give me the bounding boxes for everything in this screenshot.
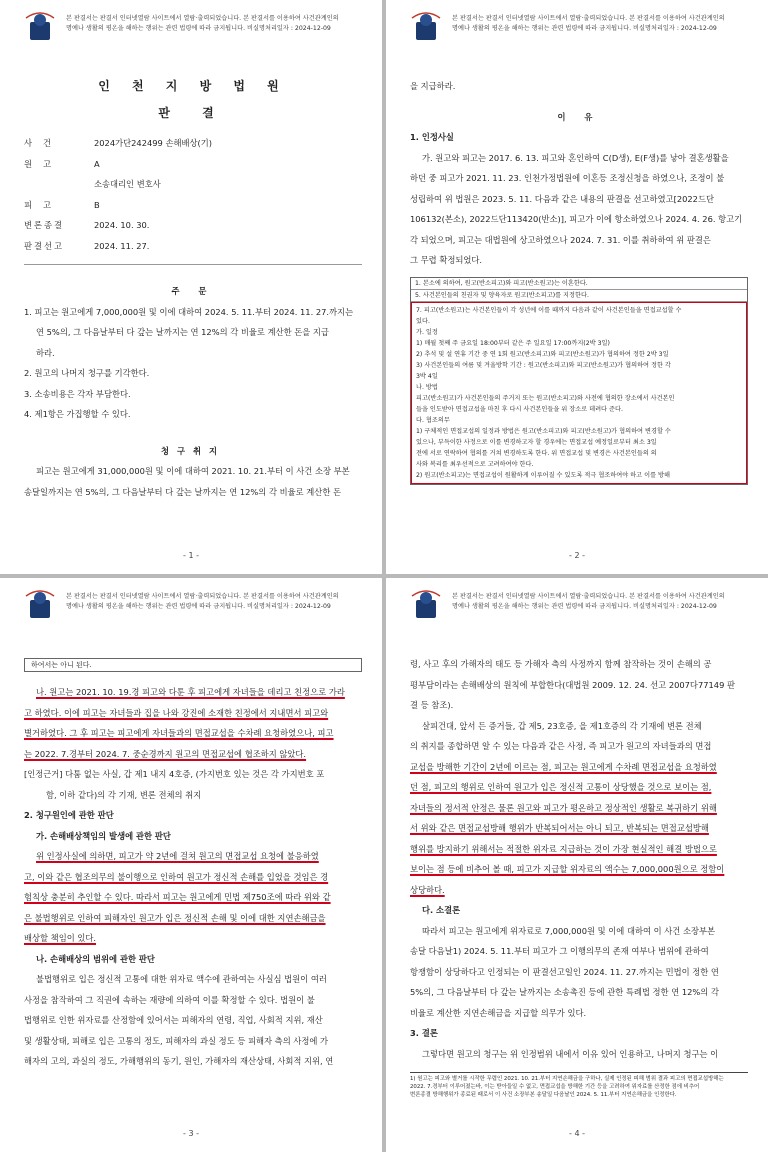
text-line: 가. 원고와 피고는 2017. 6. 13. 피고와 혼인하여 C(D생), E(F생)를 낳아 결혼생활을 xyxy=(422,152,729,163)
notice-line: 본 판결서는 판결서 인터넷열람 사이트에서 열람·출력되었습니다. 본 판결서를 이용하여 사건관계인의 xyxy=(452,593,725,600)
text-line: 위 인정사실에 의하면, 피고가 약 2년에 걸쳐 원고의 면접교섭 요청에 불응하였 xyxy=(36,851,319,861)
page-header xyxy=(20,8,370,44)
text-line: 3. 결론 xyxy=(410,1028,438,1038)
meta-value: 2024가단242499 손해배상(기) xyxy=(94,138,213,148)
text-line: 별거하였다. 그 후 피고는 피고에게 자녀들과의 면접교섭을 수차례 요청하였으나, 피고 xyxy=(24,728,334,738)
page-2 xyxy=(386,0,768,574)
excerpt-row: 5. 사건본인들의 친권자 및 양육자로 원고(반소피고)를 지정한다. xyxy=(411,290,747,302)
page-header xyxy=(406,586,756,622)
excerpt-line: 1) 매월 첫째 주 금요일 18:00부터 같은 주 일요일 17:00까지(2박 3일) xyxy=(416,339,610,347)
table-continuation: 하여서는 아니 된다. xyxy=(24,658,362,672)
text-line: 각 되었으며, 피고는 대법원에 상고하였으나 2024. 7. 31. 이를 취하하여 위 판결은 xyxy=(410,234,711,245)
text-line: 불법행위로 입은 정신적 고통에 대한 위자료 액수에 관하여는 사실심 법원이 여러 xyxy=(36,974,327,984)
footnote-line: 1) 원고는 피고와 별거를 시작한 무렵인 2021. 10. 21.부터 지연손해금을 구하나, 실제 인정된 피해 범위 결과 피고의 면접교섭방해는 xyxy=(410,1076,724,1082)
text-line: 그렇다면 원고의 청구는 위 인정범위 내에서 이유 있어 인용하고, 나머지 청구는 이 xyxy=(422,1048,719,1059)
notice-line: 본 판결서는 판결서 인터넷열람 사이트에서 열람·출력되었습니다. 본 판결서를 이용하여 사건관계인의 xyxy=(66,593,339,600)
claim-line: 피고는 원고에게 31,000,000원 및 이에 대하여 2021. 10. 21.부터 이 사건 소장 부본 xyxy=(36,466,350,476)
order-line: 3. 소송비용은 각자 부담한다. xyxy=(24,388,131,399)
meta-value: 2024. 10. 30. xyxy=(94,220,150,230)
notice-line: 명예나 생활의 평온을 해하는 행위는 관련 법령에 따라 금지됩니다. 비실명처리일자 : 2024-12-09 xyxy=(66,603,331,610)
meta-key xyxy=(24,174,94,195)
excerpt-line: 3) 사건본인들의 여름 및 겨울방학 기간 : 원고(반소피고)와 피고(반소원고)가 협의하여 정한 각 xyxy=(416,361,671,369)
footnote xyxy=(410,1072,748,1099)
excerpt-line: 7. 피고(반소원고)는 사건본인들이 각 성년에 이를 때까지 다음과 같이 사건본인들을 면접교섭할 수 xyxy=(416,306,682,314)
page-number: - 4 - xyxy=(569,1129,585,1138)
text-line: 교섭을 방해한 기간이 2년에 이르는 점, 피고는 원고에게 수차례 면접교섭을 요청하였 xyxy=(410,761,717,772)
order-heading: 주 문 xyxy=(171,286,215,296)
order-line: 연 5%의, 그 다음날부터 다 갚는 날까지는 연 12%의 각 비율로 계산한 돈을 지급 xyxy=(36,327,329,337)
page-number: - 2 - xyxy=(569,551,585,560)
meta-key: 원고 xyxy=(24,158,63,169)
excerpt-line: 피고(반소원고)가 사건본인들의 주거지 또는 원고(반소피고)와 사전에 협의한 장소에서 사건본인 xyxy=(416,394,675,402)
text-line: 의 취지를 종합하면 알 수 있는 다음과 같은 사정, 즉 피고가 원고의 자녀들과의 면접 xyxy=(410,741,712,751)
text-line: 상당하다. xyxy=(410,884,445,895)
text-line: 2. 청구원인에 관한 판단 xyxy=(24,810,114,820)
court-name: 인 천 지 방 법 원 xyxy=(98,79,288,93)
text-line: 사정을 참작하여 그 직권에 속하는 재량에 의하여 이를 확정할 수 있다. 법원이 불 xyxy=(24,994,315,1005)
meta-value: A xyxy=(94,158,100,169)
text-line: 보이는 점 등에 비추어 볼 때, 피고가 지급할 위자료의 액수는 7,000,000원으로 정함이 xyxy=(410,864,725,874)
text-line: 비율로 계산한 지연손해금을 지급할 의무가 있다. xyxy=(410,1007,587,1018)
reason-heading: 이 유 xyxy=(557,111,601,122)
notice-line: 명예나 생활의 평온을 해하는 행위는 관련 법령에 따라 금지됩니다. 비실명처리일자 : 2024-12-09 xyxy=(66,25,331,32)
footnote-line: 2022. 7.경부터 이루어졌는바, 이는 받아들일 수 없고, 면접교섭을 방해한 기간 등을 고려하여 위자료를 산정한 점에 비추어 xyxy=(410,1084,700,1090)
text-line: 가. 손해배상책임의 발생에 관한 판단 xyxy=(36,830,171,841)
notice-line: 본 판결서는 판결서 인터넷열람 사이트에서 열람·출력되었습니다. 본 판결서를 이용하여 사건관계인의 xyxy=(452,15,725,22)
text-line: 나. 손해배상의 범위에 관한 판단 xyxy=(36,953,155,964)
court-seal-logo xyxy=(20,586,60,622)
highlighted-excerpt xyxy=(411,302,747,484)
excerpt-line: 들을 인도받아 면접교섭을 마친 후 다시 사건본인들을 위 장소로 데려다 준다. xyxy=(416,405,623,413)
text-line: 그 무렵 확정되었다. xyxy=(410,255,483,265)
section-heading: 1. 인정사실 xyxy=(410,132,454,142)
text-line: [인정근거] 다툼 없는 사실, 갑 제1 내지 4호증, (가지번호 있는 것은 각 가지번호 포 xyxy=(24,769,325,779)
page-number: - 3 - xyxy=(183,1129,199,1138)
text-line: 따라서 피고는 원고에게 위자료로 7,000,000원 및 이에 대하여 이 사건 소장부본 xyxy=(422,925,716,936)
text-line: 험칙상 충분히 추인할 수 있다. 따라서 피고는 원고에게 민법 제750조에 따라 위와 같 xyxy=(24,892,331,902)
notice-line: 명예나 생활의 평온을 해하는 행위는 관련 법령에 따라 금지됩니다. 비실명처리일자 : 2024-12-09 xyxy=(452,25,717,32)
excerpt-row: 1. 본소에 의하여, 원고(반소피고)와 피고(반소원고)는 이혼한다. xyxy=(411,278,747,290)
text-line: 다. 소결론 xyxy=(422,905,461,915)
excerpt-line: 2) 추석 및 설 연휴 기간 중 연 1회 원고(반소피고)와 피고(반소원고)가 협의하여 정한 2박 3일 xyxy=(416,350,669,358)
excerpt-line: 나. 방법 xyxy=(416,383,438,391)
text-line: 자녀들의 정서적 안정은 물론 원고와 피고가 평온하고 정상적인 생활로 복귀하기 위해 xyxy=(410,802,717,813)
order-line: 1. 피고는 원고에게 7,000,000원 및 이에 대하여 2024. 5. 11.부터 2024. 11. 27.까지는 xyxy=(24,306,354,317)
text-line: 및 생활상태, 피해로 입은 고통의 정도, 피해자의 과실 정도 등 피해자 측의 사정에 가 xyxy=(24,1035,329,1046)
notice-line: 본 판결서는 판결서 인터넷열람 사이트에서 열람·출력되었습니다. 본 판결서를 이용하여 사건관계인의 xyxy=(66,15,339,22)
excerpt-line: 2) 원고(반소피고)는 면접교섭이 원활하게 이루어질 수 있도록 적극 협조하여야 하고 이를 방해 xyxy=(416,471,670,479)
text-line: 고, 이와 같은 협조의무의 불이행으로 인하여 원고가 정신적 손해를 입었을 것임은 경 xyxy=(24,871,329,882)
meta-key: 변론종결 xyxy=(24,220,65,230)
text-line: 하던 중 피고가 2021. 11. 23. 인천가정법원에 이혼등 조정신청을 하였으나, 조정이 불 xyxy=(410,173,725,183)
order-line: 4. 제1항은 가집행할 수 있다. xyxy=(24,409,131,419)
order-line: 하라. xyxy=(36,347,55,358)
meta-key: 사건 xyxy=(24,138,63,148)
claim-heading: 청구취지 xyxy=(160,445,226,456)
text-line: 행위를 방지하기 위해서는 적절한 위자료 지급하는 것이 가장 현실적인 해결 방법으로 xyxy=(410,843,717,854)
excerpt-line: 가. 일정 xyxy=(416,328,438,336)
meta-value: 2024. 11. 27. xyxy=(94,240,150,251)
text-line: 배상할 책임이 있다. xyxy=(24,933,97,943)
text-line: 은 불법행위로 인하여 피해자인 원고가 입은 정신적 손해 및 이에 대한 지연손해금을 xyxy=(24,912,326,923)
meta-value: 소송대리인 변호사 xyxy=(94,179,161,189)
text-line: 고 하였다. 이에 피고는 자녀들과 집을 나와 강진에 소재한 친정에서 지내면서 피고와 xyxy=(24,707,329,718)
doc-title: 판 결 xyxy=(158,105,228,120)
text-line: 함, 이하 같다)의 각 기재, 변론 전체의 취지 xyxy=(46,789,202,800)
court-seal-logo xyxy=(20,8,60,44)
excerpt-line: 3박 4일 xyxy=(416,372,438,380)
text-line: 령, 사고 후의 가해자의 태도 등 가해자 측의 사정까지 함께 참작하는 것이 손해의 공 xyxy=(410,659,712,669)
text-line: 평부담이라는 손해배상의 원칙에 부합한다(대법원 2009. 12. 24. 선고 2007다77149 판 xyxy=(410,679,735,690)
text-line: 는 2022. 7.경부터 2024. 7. 중순경까지 원고의 면접교섭에 협조하지 않았다. xyxy=(24,748,307,759)
notice-line: 명예나 생활의 평온을 해하는 행위는 관련 법령에 따라 금지됩니다. 비실명처리일자 : 2024-12-09 xyxy=(452,603,717,610)
text-line: 서 위와 같은 면접교섭방해 행위가 반복되어서는 아니 되고, 반복되는 면접교섭방해 xyxy=(410,823,709,833)
court-seal-logo xyxy=(406,586,446,622)
excerpt-line: 있다. xyxy=(416,317,430,325)
excerpt-line: 1) 구체적인 면접교섭의 일정과 방법은 원고(반소피고)와 피고(반소원고)가 협의하여 변경할 수 xyxy=(416,427,671,435)
page-header xyxy=(406,8,756,44)
text-line: 5%의, 그 다음날부터 다 갚는 날까지는 소송촉진 등에 관한 특례법 정한 연 12%의 각 xyxy=(410,987,719,997)
page-number: - 1 - xyxy=(183,551,199,560)
text-line: 송달 다음날1) 2024. 5. 11.부터 피고가 그 이행의무의 존재 여부나 범위에 관하여 xyxy=(410,946,709,956)
text-line: 법행위로 인한 위자료를 산정함에 있어서는 피해자의 연령, 직업, 사회적 지위, 재산 xyxy=(24,1015,323,1025)
claim-line: 송달일까지는 연 5%의, 그 다음날부터 다 갚는 날까지는 연 12%의 각 비율로 계산한 돈 xyxy=(24,486,341,497)
text-line: 살피건대, 앞서 든 증거들, 갑 제5, 23호증, 을 제1호증의 각 기재에 변론 전체 xyxy=(422,720,702,731)
judgment-excerpt-table xyxy=(410,277,748,485)
text-line: 해자의 고의, 과실의 정도, 가해행위의 동기, 원인, 가해자의 재산상태, 사회적 지위, 연 xyxy=(24,1056,334,1066)
page-header xyxy=(20,586,370,622)
text-line: 나. 원고는 2021. 10. 19.경 피고와 다툰 후 피고에게 자녀들을 데리고 친정으로 가라 xyxy=(36,687,345,697)
page-4 xyxy=(386,578,768,1152)
order-line: 2. 원고의 나머지 청구를 기각한다. xyxy=(24,368,150,378)
meta-key: 피고 xyxy=(24,199,63,210)
court-seal-logo xyxy=(406,8,446,44)
divider xyxy=(24,264,362,265)
text-line: 던 점, 피고의 행위로 인하여 원고가 입은 정신적 고통이 상당했을 것으로 보이는 점, xyxy=(410,782,712,792)
footnote-line: 변론종결 방해행위가 종료된 때로서 이 사건 소장부본 송달일 다음날인 2024. 5. 11.부터 지연손해금을 인정한다. xyxy=(410,1092,677,1098)
excerpt-line: 다. 협조의무 xyxy=(416,416,450,424)
excerpt-line: 전에 서로 연락하여 협의를 거쳐 변경하도록 한다. 위 면접교섭 및 변경은 사건본인들의 의 xyxy=(416,449,657,457)
text-line: 106132(본소), 2022드단113420(반소)], 피고가 이에 항소하였으나 2024. 4. 26. 항고기 xyxy=(410,214,743,224)
text-line: 결 등 참조). xyxy=(410,700,454,710)
text-line: 을 지급하라. xyxy=(410,81,456,91)
text-line: 항쟁함이 상당하다고 인정되는 이 판결선고일인 2024. 11. 27.까지는 민법이 정한 연 xyxy=(410,966,719,977)
page-1 xyxy=(0,0,382,574)
page-3 xyxy=(0,578,382,1152)
excerpt-line: 있으나, 부득이한 사정으로 이를 변경하고자 할 경우에는 면접교섭 예정일로부터 최소 3일 xyxy=(416,438,657,446)
meta-value: B xyxy=(94,199,100,210)
excerpt-line: 사와 복리를 최우선적으로 고려하여야 한다. xyxy=(416,460,534,468)
text-line: 성립하여 위 법원은 2023. 5. 11. 다음과 같은 내용의 판결을 선고하였고[2022드단 xyxy=(410,193,714,204)
meta-key: 판결선고 xyxy=(24,240,65,251)
